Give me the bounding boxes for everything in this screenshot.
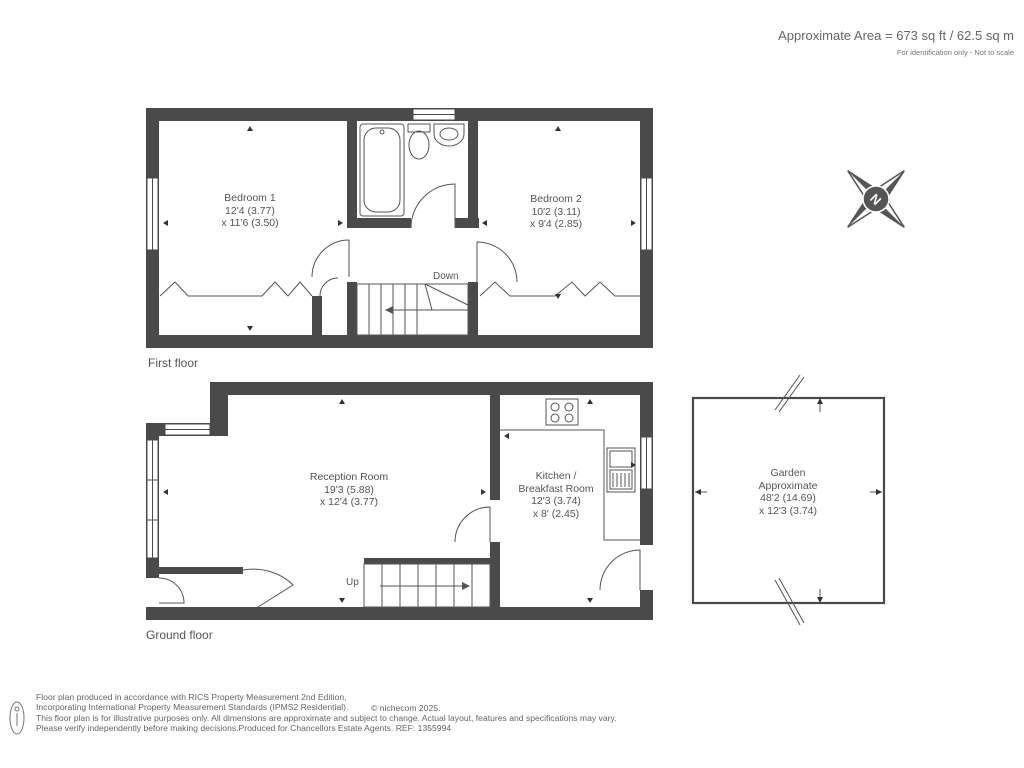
person-info-icon: [10, 702, 24, 734]
room-dimension: x 11'6 (3.50): [221, 217, 279, 229]
room-name: Garden: [770, 467, 806, 479]
room-dimension: 10'2 (3.11): [531, 205, 581, 218]
room-label-garden: [759, 467, 818, 517]
footer-line-4: Please verify independently before making decisions.Produced for Chancellors Estate Agents. REF: 1355994: [36, 722, 452, 733]
room-dimension: 19'3 (5.88): [324, 483, 374, 496]
room-name-line-2: Approximate: [758, 479, 818, 492]
footer-line-1: Floor plan produced in accordance with RICS Property Measurement 2nd Edition,: [36, 692, 347, 702]
room-dimension: 12'3 (3.74): [531, 495, 581, 507]
ground-floor-label: Ground floor: [146, 628, 213, 642]
first-floor-label: First floor: [148, 356, 199, 370]
room-dimension: x 12'3 (3.74): [758, 504, 818, 517]
room-name: Reception Room: [309, 471, 389, 483]
room-label-bedroom-2: [530, 193, 582, 231]
footer-line-3: This floor plan is for illustrative purposes only. All dimensions are approximate and subject to change. Actual layout, features and specifications may vary.: [36, 712, 617, 723]
compass-north-letter: N: [867, 190, 885, 208]
approximate-area: Approximate Area = 673 sq ft / 62.5 sq m: [778, 28, 1014, 43]
room-dimension: x 8' (2.45): [532, 507, 580, 520]
stairs-down-label: Down: [433, 271, 459, 282]
stairs-up-label: Up: [346, 577, 359, 588]
room-dimension: 48'2 (14.69): [760, 492, 816, 504]
copyright-notice: © nichecom 2025.: [371, 703, 441, 713]
room-name: Kitchen /: [535, 470, 577, 482]
room-dimension: x 12'4 (3.77): [319, 496, 379, 508]
room-name-line-2: Breakfast Room: [518, 482, 594, 495]
room-dimension: 12'4 (3.77): [225, 204, 275, 217]
room-label-kitchen: [518, 470, 593, 520]
room-dimension: x 9'4 (2.85): [529, 218, 583, 230]
disclaimer-footer: [36, 692, 617, 733]
room-name: Bedroom 2: [530, 193, 582, 205]
room-label-bedroom-1: [221, 192, 278, 230]
scale-note: For identification only - Not to scale: [896, 48, 1014, 57]
room-name: Bedroom 1: [224, 192, 276, 204]
room-label-reception: [310, 471, 388, 509]
footer-line-2: Incorporating International Property Measurement Standards (IPMS2 Residential).: [36, 702, 349, 713]
